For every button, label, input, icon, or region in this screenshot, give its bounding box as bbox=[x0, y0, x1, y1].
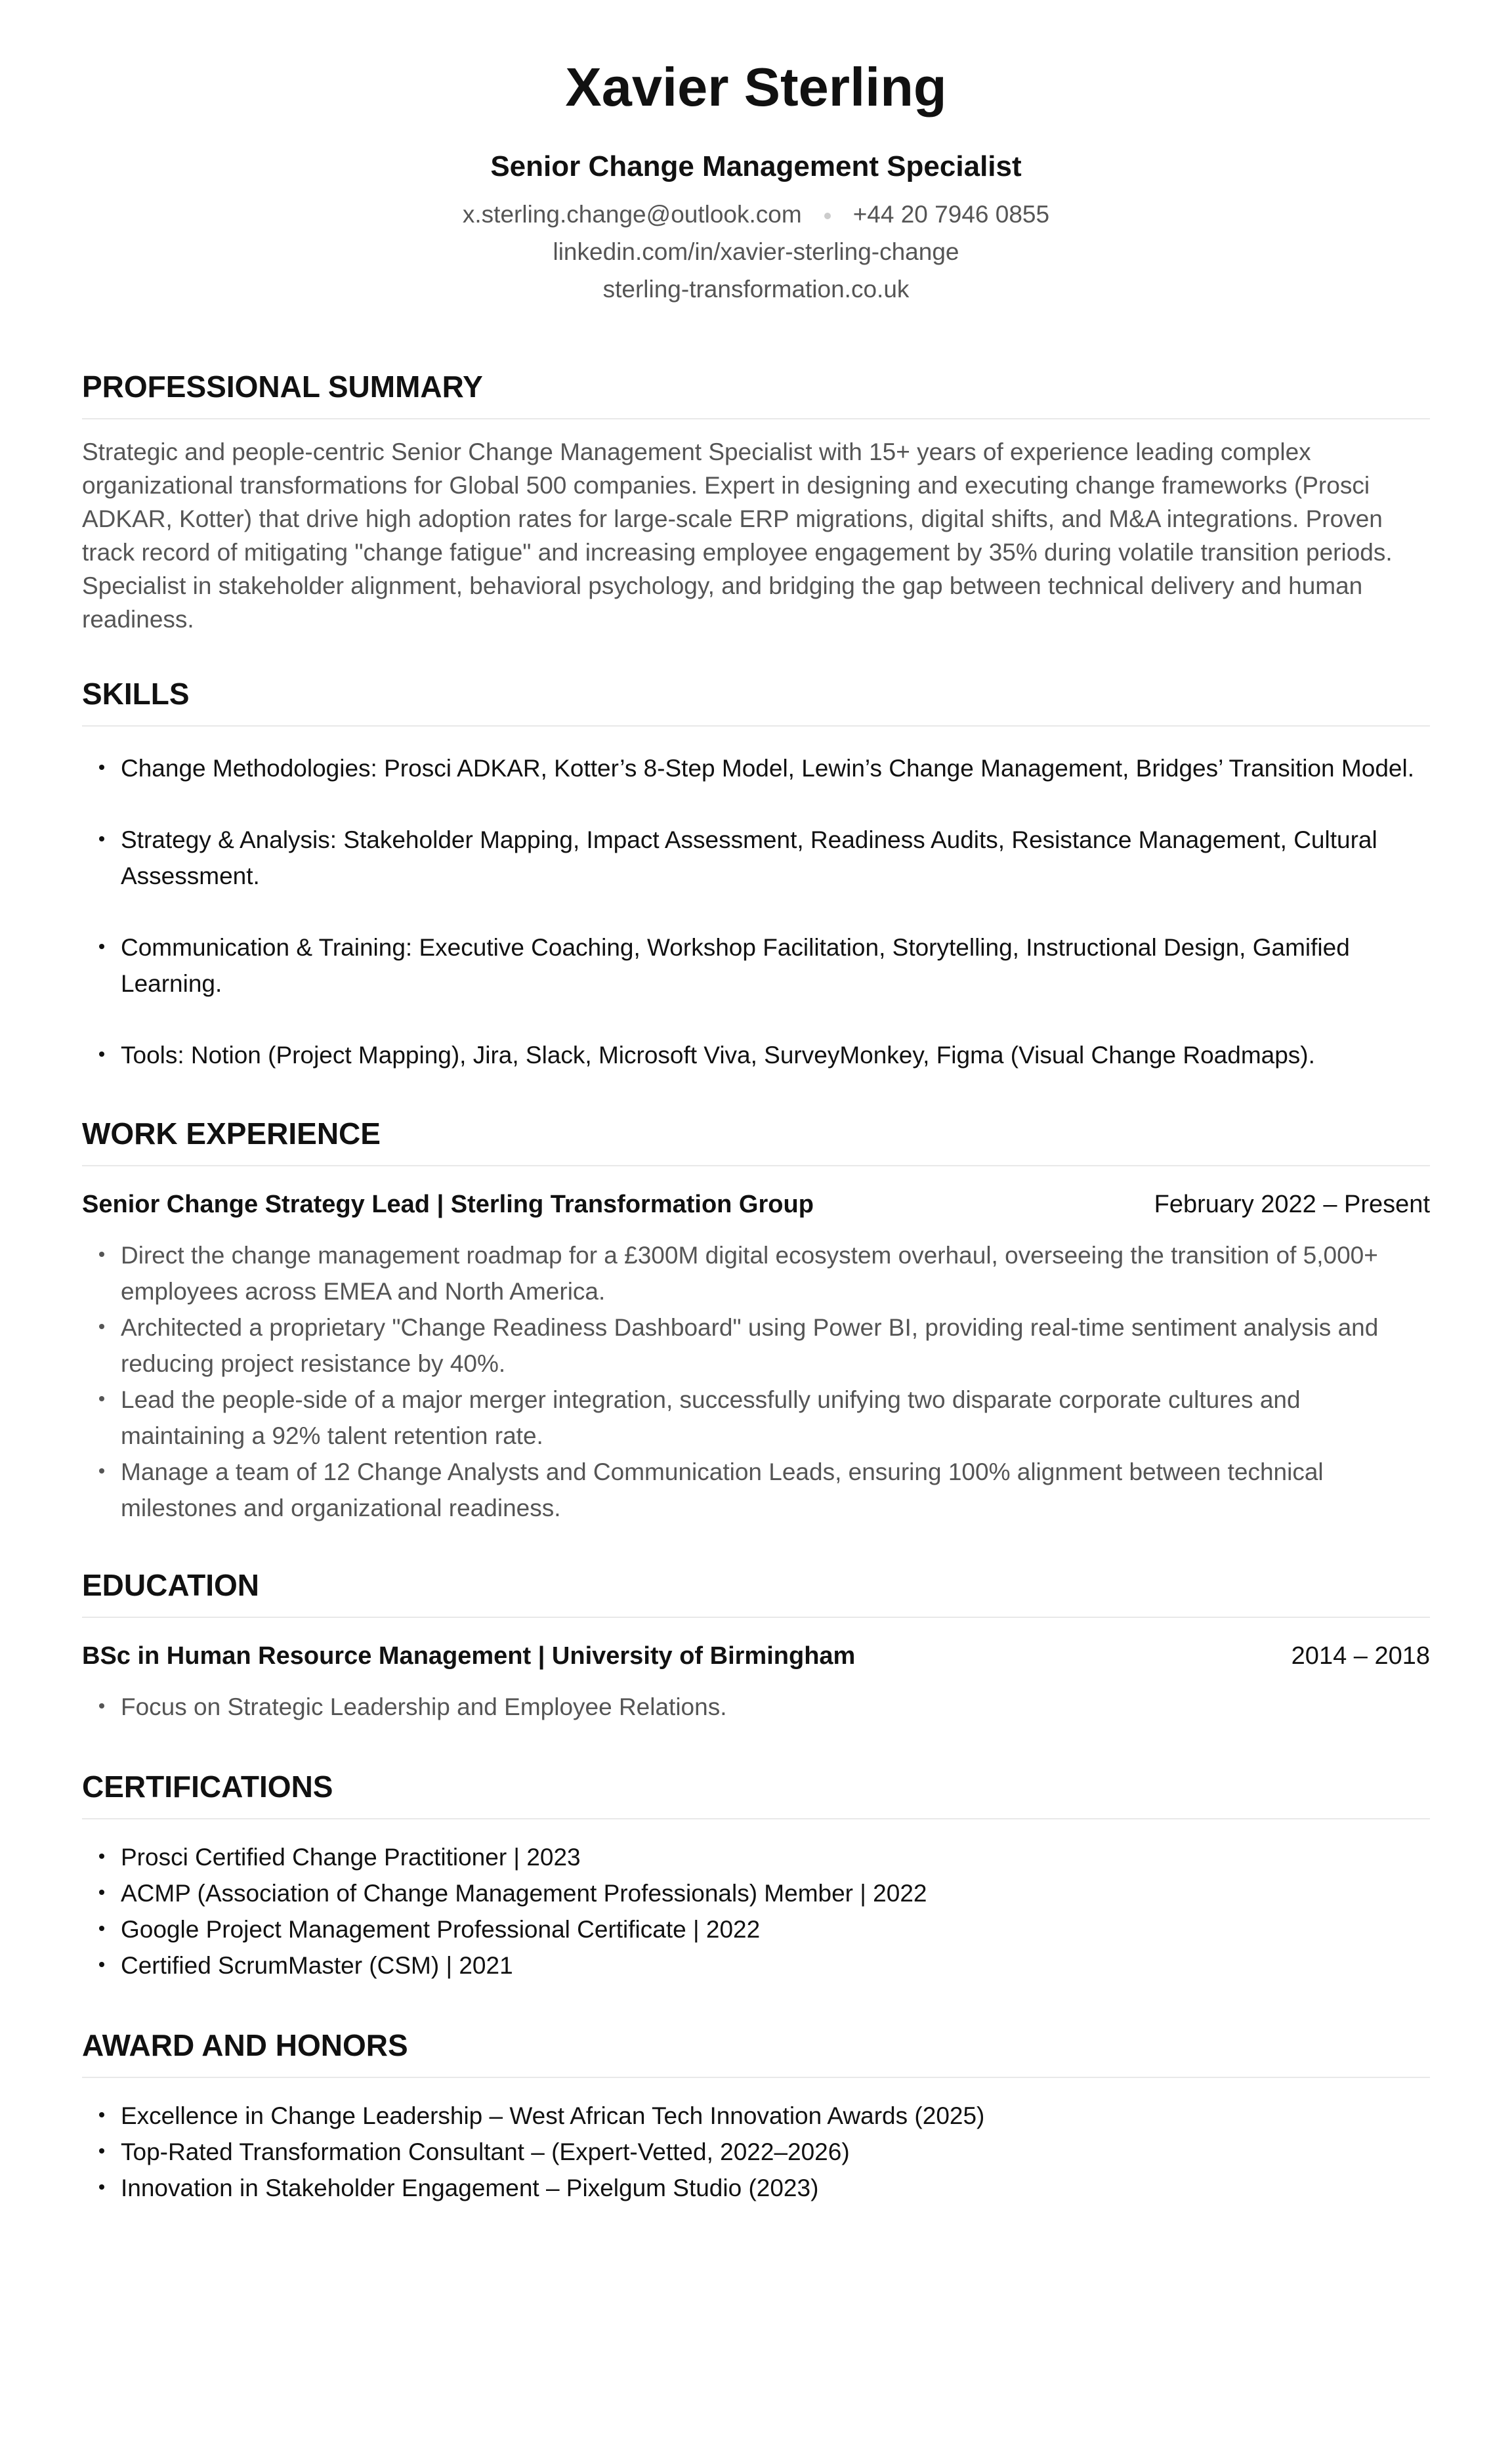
skills-section bbox=[82, 671, 1430, 1073]
candidate-name: Xavier Sterling bbox=[565, 56, 947, 117]
list-item: Tools: Notion (Project Mapping), Jira, Slack, Microsoft Viva, SurveyMonkey, Figma (Visual Change Roadmaps). bbox=[82, 1037, 1430, 1073]
education-entry-header bbox=[82, 1638, 1430, 1674]
section-title: PROFESSIONAL SUMMARY bbox=[82, 370, 483, 404]
summary-text: Strategic and people-centric Senior Change Management Specialist with 15+ years of experience leading complex organizational transformations for Global 500 companies. Expert in designing and executing change frameworks (Prosci ADKAR, Kotter) that drive high adoption rates for large-scale ERP migrations, digital shifts, and M&A integrations. Proven track record of mitigating "change fatigue" and increasing employee engagement by 35% during volatile transition periods. Specialist in stakeholder alignment, behavioral psychology, and bridging the gap between technical delivery and human readiness. bbox=[82, 438, 1393, 633]
section-divider bbox=[82, 1617, 1430, 1618]
section-title: WORK EXPERIENCE bbox=[82, 1116, 381, 1151]
experience-section bbox=[82, 1111, 1430, 1526]
list-item: Manage a team of 12 Change Analysts and Communication Leads, ensuring 100% alignment between technical milestones and organizational readiness. bbox=[82, 1454, 1430, 1526]
list-item: Direct the change management roadmap for a £300M digital ecosystem overhaul, overseeing the transition of 5,000+ employees across EMEA and North America. bbox=[82, 1237, 1430, 1309]
section-divider bbox=[82, 1818, 1430, 1819]
candidate-headline: Senior Change Management Specialist bbox=[490, 150, 1022, 182]
list-item: Focus on Strategic Leadership and Employee Relations. bbox=[82, 1689, 1430, 1725]
list-item: Architected a proprietary "Change Readiness Dashboard" using Power BI, providing real-time sentiment analysis and reducing project resistance by 40%. bbox=[82, 1309, 1430, 1382]
list-item: ACMP (Association of Change Management Professionals) Member | 2022 bbox=[82, 1875, 1430, 1911]
list-item: Certified ScrumMaster (CSM) | 2021 bbox=[82, 1947, 1430, 1984]
list-item: Excellence in Change Leadership – West African Tech Innovation Awards (2025) bbox=[82, 2098, 1430, 2134]
list-item: Prosci Certified Change Practitioner | 2023 bbox=[82, 1839, 1430, 1875]
section-title: AWARD AND HONORS bbox=[82, 2028, 408, 2062]
contact-row bbox=[82, 196, 1430, 233]
resume-header bbox=[82, 0, 1430, 308]
section-title: SKILLS bbox=[82, 677, 190, 711]
email-link[interactable]: x.sterling.change@outlook.com bbox=[462, 201, 802, 228]
section-title: EDUCATION bbox=[82, 1568, 260, 1602]
awards-section bbox=[82, 2023, 1430, 2206]
list-item: Change Methodologies: Prosci ADKAR, Kotter’s 8-Step Model, Lewin’s Change Management, Bridges’ Transition Model. bbox=[82, 750, 1430, 786]
degree-title: BSc in Human Resource Management | University of Birmingham bbox=[82, 1642, 856, 1670]
summary-section bbox=[82, 364, 1430, 636]
job-dates: February 2022 – Present bbox=[1154, 1191, 1430, 1218]
list-item: Google Project Management Professional Certificate | 2022 bbox=[82, 1911, 1430, 1947]
job-title: Senior Change Strategy Lead | Sterling Transformation Group bbox=[82, 1191, 814, 1218]
section-divider bbox=[82, 2077, 1430, 2078]
degree-dates: 2014 – 2018 bbox=[1291, 1642, 1430, 1670]
education-bullets bbox=[82, 1689, 1430, 1725]
experience-entry-header bbox=[82, 1186, 1430, 1223]
list-item: Innovation in Stakeholder Engagement – Pixelgum Studio (2023) bbox=[82, 2170, 1430, 2206]
linkedin-link[interactable]: linkedin.com/in/xavier-sterling-change bbox=[553, 238, 959, 265]
education-section bbox=[82, 1563, 1430, 1725]
certifications-list bbox=[82, 1839, 1430, 1984]
section-divider bbox=[82, 418, 1430, 419]
section-divider bbox=[82, 1165, 1430, 1166]
list-item: Communication & Training: Executive Coaching, Workshop Facilitation, Storytelling, Instructional Design, Gamified Learning. bbox=[82, 929, 1430, 1002]
separator-dot-icon bbox=[824, 213, 831, 219]
certifications-section bbox=[82, 1764, 1430, 1984]
awards-list bbox=[82, 2098, 1430, 2206]
list-item: Lead the people-side of a major merger integration, successfully unifying two disparate corporate cultures and maintaining a 92% talent retention rate. bbox=[82, 1382, 1430, 1454]
website-link[interactable]: sterling-transformation.co.uk bbox=[602, 276, 910, 303]
skills-list bbox=[82, 750, 1430, 1073]
section-title: CERTIFICATIONS bbox=[82, 1770, 333, 1804]
list-item: Strategy & Analysis: Stakeholder Mapping, Impact Assessment, Readiness Audits, Resistance Management, Cultural Assessment. bbox=[82, 822, 1430, 894]
list-item: Top-Rated Transformation Consultant – (Expert-Vetted, 2022–2026) bbox=[82, 2134, 1430, 2170]
section-divider bbox=[82, 725, 1430, 727]
experience-bullets bbox=[82, 1237, 1430, 1526]
phone-number[interactable]: +44 20 7946 0855 bbox=[852, 201, 1050, 228]
